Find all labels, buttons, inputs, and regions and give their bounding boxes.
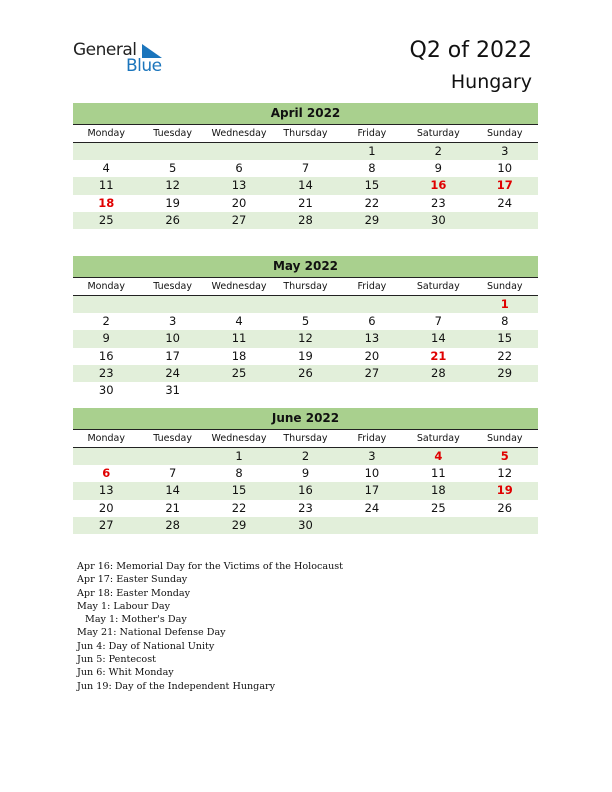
week-row: [73, 177, 538, 194]
day-name: Tuesday: [153, 281, 192, 292]
week-row: [73, 212, 538, 229]
week-row: [73, 448, 538, 465]
date-cell: 27: [231, 212, 247, 227]
date-cell: 8: [368, 161, 376, 176]
date-cell: [206, 382, 272, 399]
date-cell: 10: [497, 161, 513, 176]
date-cell: 28: [431, 365, 446, 380]
date-cell: 8: [501, 314, 509, 329]
day-name: Saturday: [416, 281, 460, 292]
date-cell: 22: [364, 195, 380, 210]
week-row: [73, 330, 538, 347]
date-cell: [472, 212, 538, 229]
date-cell: [272, 296, 338, 313]
date-cell: [272, 382, 338, 399]
holiday-date: 16: [430, 178, 447, 193]
date-cell: 7: [301, 161, 310, 176]
date-cell: 25: [231, 365, 247, 380]
date-cell: 12: [497, 466, 513, 481]
date-cell: [73, 448, 139, 465]
date-cell: 6: [368, 314, 376, 329]
date-cell: 10: [364, 466, 380, 481]
note: Apr 17: Easter Sunday: [77, 574, 188, 586]
day-name: Friday: [357, 128, 387, 139]
month-title: May 2022: [73, 256, 538, 277]
date-cell: 18: [431, 483, 446, 498]
date-cell: 26: [298, 365, 313, 380]
month-title: June 2022: [73, 408, 538, 429]
date-cell: 26: [497, 500, 513, 515]
note: Jun 5: Pentecost: [77, 654, 156, 666]
date-cell: [472, 517, 538, 534]
note: Jun 19: Day of the Independent Hungary: [77, 680, 276, 692]
date-cell: 3: [168, 314, 177, 329]
date-cell: [139, 296, 205, 313]
day-name: Wednesday: [211, 128, 267, 139]
date-cell: 18: [231, 348, 247, 363]
date-cell: 17: [364, 483, 380, 498]
day-name: Monday: [87, 433, 125, 444]
date-cell: 9: [434, 161, 442, 176]
day-name: Monday: [87, 281, 125, 292]
date-cell: 3: [368, 449, 376, 463]
week-row: [73, 143, 538, 160]
date-cell: 20: [98, 500, 114, 515]
holiday-date: 17: [496, 178, 513, 193]
date-cell: 11: [431, 466, 446, 481]
logo-general: General: [73, 40, 137, 60]
date-cell: 11: [231, 331, 247, 346]
week-row: [73, 160, 538, 177]
date-cell: 29: [364, 212, 380, 227]
date-cell: [73, 296, 139, 313]
week-row: [73, 465, 538, 482]
date-cell: 14: [298, 178, 313, 193]
date-cell: 2: [102, 314, 110, 329]
date-cell: 13: [364, 331, 380, 346]
date-cell: 4: [102, 161, 110, 176]
date-cell: 24: [165, 365, 180, 380]
date-cell: 2: [434, 144, 442, 158]
date-cell: 13: [231, 178, 247, 193]
day-name: Sunday: [486, 281, 523, 292]
date-cell: [206, 296, 272, 313]
date-cell: 13: [98, 483, 114, 498]
date-cell: 15: [231, 483, 247, 498]
date-cell: 15: [497, 331, 513, 346]
holiday-date: 6: [102, 466, 111, 481]
day-names-row: [73, 277, 538, 296]
date-cell: [206, 143, 272, 160]
date-cell: 12: [165, 178, 180, 193]
date-cell: 16: [98, 348, 114, 363]
day-name: Thursday: [283, 128, 328, 139]
day-name: Sunday: [486, 128, 523, 139]
date-cell: 20: [364, 348, 380, 363]
holiday-date: 21: [430, 348, 447, 363]
date-cell: 10: [165, 331, 180, 346]
date-cell: [405, 296, 471, 313]
day-name: Tuesday: [153, 128, 192, 139]
date-cell: 8: [235, 466, 243, 481]
date-cell: 22: [231, 500, 247, 515]
date-cell: 30: [98, 382, 114, 397]
date-cell: 16: [298, 483, 313, 498]
day-name: Thursday: [283, 433, 328, 444]
date-cell: 28: [165, 517, 180, 532]
date-cell: 9: [102, 331, 110, 346]
date-cell: 20: [231, 195, 247, 210]
date-cell: 23: [431, 195, 446, 210]
date-cell: 19: [165, 195, 180, 210]
day-name: Wednesday: [211, 281, 267, 292]
date-cell: 12: [298, 331, 313, 346]
date-cell: 2: [301, 449, 310, 463]
date-cell: [339, 517, 405, 534]
month-calendar: [73, 103, 538, 229]
date-cell: 27: [364, 365, 380, 380]
date-cell: [272, 143, 338, 160]
date-cell: [73, 143, 139, 160]
date-cell: [139, 448, 205, 465]
holiday-date: 4: [434, 449, 443, 463]
date-cell: 7: [434, 314, 442, 329]
date-cell: 4: [235, 314, 243, 329]
day-name: Monday: [87, 128, 125, 139]
date-cell: 25: [98, 212, 114, 227]
date-cell: 22: [497, 348, 513, 363]
week-row: [73, 365, 538, 382]
date-cell: 3: [501, 144, 509, 158]
month-calendar: [73, 408, 538, 534]
date-cell: 14: [431, 331, 446, 346]
note: Apr 16: Memorial Day for the Victims of the Holocaust: [77, 561, 344, 572]
date-cell: 30: [431, 212, 446, 227]
day-name: Saturday: [416, 433, 460, 444]
week-row: [73, 348, 538, 365]
week-row: [73, 517, 538, 534]
day-name: Wednesday: [211, 433, 267, 444]
date-cell: 14: [165, 483, 180, 498]
date-cell: 17: [165, 348, 180, 363]
date-cell: 9: [301, 466, 310, 481]
date-cell: 6: [235, 161, 243, 176]
week-row: [73, 313, 538, 330]
date-cell: 1: [235, 449, 243, 463]
date-cell: 24: [364, 500, 380, 515]
date-cell: [139, 143, 205, 160]
day-name: Thursday: [283, 281, 328, 292]
date-cell: 5: [301, 314, 310, 329]
week-row: [73, 296, 538, 313]
date-cell: [339, 296, 405, 313]
note: Apr 18: Easter Monday: [77, 587, 191, 599]
holiday-date: 18: [98, 195, 115, 210]
holiday-notes: [77, 560, 343, 693]
date-cell: [405, 517, 471, 534]
note: Jun 4: Day of National Unity: [77, 640, 215, 652]
day-names-row: [73, 429, 538, 448]
date-cell: [405, 382, 471, 399]
date-cell: 27: [98, 517, 114, 532]
date-cell: 21: [165, 500, 180, 515]
page-title: Q2 of 2022: [409, 38, 532, 63]
note: Jun 6: Whit Monday: [77, 667, 174, 679]
date-cell: 21: [298, 195, 313, 210]
date-cell: 30: [298, 517, 313, 532]
date-cell: 5: [168, 161, 177, 176]
date-cell: 23: [298, 500, 313, 515]
week-row: [73, 500, 538, 517]
country-name: Hungary: [450, 71, 532, 93]
note: May 1: Mother's Day: [85, 614, 187, 626]
day-name: Saturday: [416, 128, 460, 139]
note: May 1: Labour Day: [77, 600, 171, 612]
date-cell: 28: [298, 212, 313, 227]
date-cell: 31: [165, 382, 180, 397]
day-name: Friday: [357, 281, 387, 292]
month-title: April 2022: [73, 103, 538, 124]
day-name: Sunday: [486, 433, 523, 444]
date-cell: 7: [168, 466, 177, 481]
date-cell: 23: [98, 365, 114, 380]
day-names-row: [73, 124, 538, 143]
week-row: [73, 382, 538, 399]
date-cell: 26: [165, 212, 180, 227]
date-cell: [339, 382, 405, 399]
date-cell: 25: [431, 500, 446, 515]
day-name: Friday: [357, 433, 387, 444]
day-name: Tuesday: [153, 433, 192, 444]
date-cell: 24: [497, 195, 513, 210]
date-cell: 15: [364, 178, 380, 193]
month-calendar: [73, 256, 538, 399]
date-cell: 19: [298, 348, 313, 363]
date-cell: [472, 382, 538, 399]
date-cell: 29: [231, 517, 247, 532]
holiday-date: 19: [496, 483, 513, 498]
date-cell: 11: [98, 178, 114, 193]
note: May 21: National Defense Day: [77, 627, 226, 639]
date-cell: 1: [368, 144, 376, 158]
week-row: [73, 195, 538, 212]
holiday-date: 1: [500, 297, 509, 311]
holiday-date: 5: [500, 449, 509, 463]
logo-blue: Blue: [126, 56, 162, 76]
week-row: [73, 482, 538, 499]
date-cell: 29: [497, 365, 513, 380]
